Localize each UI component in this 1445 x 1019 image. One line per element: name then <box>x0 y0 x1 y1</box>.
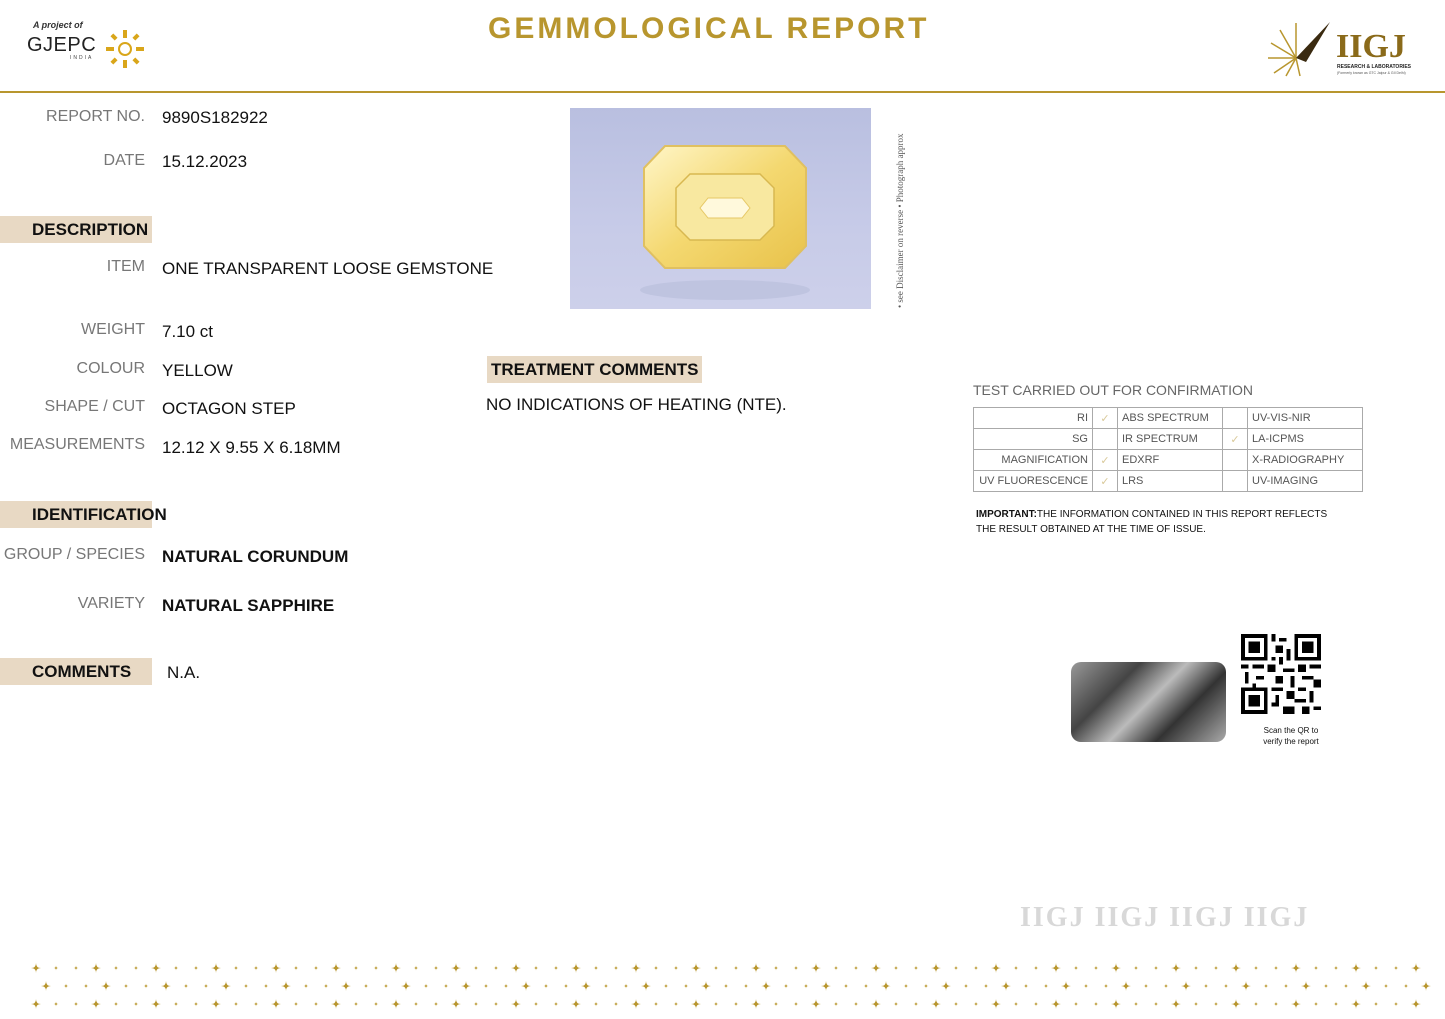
star-icon <box>474 966 479 971</box>
table-row <box>974 450 1363 471</box>
check-icon: ✓ <box>1093 450 1118 471</box>
star-icon <box>581 981 591 991</box>
qr-code-icon[interactable] <box>1241 634 1321 714</box>
star-icon <box>614 1002 619 1007</box>
star-icon <box>794 1002 799 1007</box>
test-name: EDXRF <box>1118 450 1223 471</box>
star-icon <box>254 966 259 971</box>
test-name: RI <box>974 408 1093 429</box>
star-icon <box>1024 984 1029 989</box>
star-icon <box>244 984 249 989</box>
star-icon <box>211 999 221 1009</box>
report-no-label: REPORT NO. <box>46 108 145 125</box>
iigj-watermark: IIGJ IIGJ IIGJ IIGJ <box>1020 902 1310 933</box>
star-icon <box>1044 984 1049 989</box>
star-icon <box>1231 963 1241 973</box>
star-icon <box>1241 981 1251 991</box>
table-row <box>974 408 1363 429</box>
test-name: SG <box>974 429 1093 450</box>
star-icon <box>211 963 221 973</box>
star-icon <box>414 966 419 971</box>
star-icon <box>964 984 969 989</box>
star-icon <box>1154 966 1159 971</box>
star-icon <box>1094 966 1099 971</box>
star-icon <box>734 966 739 971</box>
star-icon <box>324 984 329 989</box>
star-icon <box>1314 1002 1319 1007</box>
star-icon <box>794 966 799 971</box>
star-icon <box>1171 999 1181 1009</box>
star-icon <box>331 963 341 973</box>
star-icon <box>1181 981 1191 991</box>
star-icon <box>1204 984 1209 989</box>
star-icon <box>894 966 899 971</box>
star-icon <box>1214 1002 1219 1007</box>
star-icon <box>554 966 559 971</box>
star-icon <box>511 963 521 973</box>
star-icon <box>691 963 701 973</box>
photo-caption-text: • see Disclaimer on reverse • Photograph approx <box>895 133 905 308</box>
star-icon <box>281 981 291 991</box>
star-icon <box>1134 1002 1139 1007</box>
star-icon <box>534 966 539 971</box>
star-icon <box>974 966 979 971</box>
star-icon <box>101 981 111 991</box>
star-icon <box>401 981 411 991</box>
star-icon <box>1034 1002 1039 1007</box>
star-icon <box>384 984 389 989</box>
star-icon <box>804 984 809 989</box>
star-icon <box>194 966 199 971</box>
star-icon <box>114 966 119 971</box>
date-value: 15.12.2023 <box>162 152 248 171</box>
star-icon <box>774 966 779 971</box>
star-icon <box>914 1002 919 1007</box>
star-icon <box>1351 963 1361 973</box>
star-icon <box>354 1002 359 1007</box>
variety-value: NATURAL SAPPHIRE <box>162 596 335 615</box>
star-icon <box>1084 984 1089 989</box>
star-icon <box>1254 966 1259 971</box>
star-icon <box>974 1002 979 1007</box>
star-icon <box>924 984 929 989</box>
star-icon <box>1134 966 1139 971</box>
star-icon <box>1274 1002 1279 1007</box>
star-icon <box>374 966 379 971</box>
comments-value: N.A. <box>167 663 201 682</box>
star-icon <box>174 966 179 971</box>
weight-label: WEIGHT <box>81 321 145 338</box>
star-icon <box>641 981 651 991</box>
star-icon <box>151 963 161 973</box>
star-icon <box>221 981 231 991</box>
star-icon <box>1344 984 1349 989</box>
gemstone-photo <box>570 108 871 309</box>
check-icon <box>1223 471 1248 492</box>
star-icon <box>461 981 471 991</box>
star-icon <box>1194 1002 1199 1007</box>
star-icon <box>234 966 239 971</box>
tests-table <box>973 407 1363 492</box>
star-icon <box>1144 984 1149 989</box>
shape-value: OCTAGON STEP <box>162 399 296 418</box>
star-icon <box>1164 984 1169 989</box>
star-icon <box>294 1002 299 1007</box>
star-icon <box>774 1002 779 1007</box>
star-icon <box>714 966 719 971</box>
star-icon <box>1121 981 1131 991</box>
star-icon <box>451 999 461 1009</box>
gjepc-logo: GJEPC <box>27 34 97 56</box>
star-icon <box>654 1002 659 1007</box>
table-row <box>974 429 1363 450</box>
star-icon <box>854 1002 859 1007</box>
project-of-text: A project of <box>33 20 83 30</box>
iigj-subtitle: RESEARCH & LABORATORIES <box>1337 64 1411 70</box>
star-icon <box>534 1002 539 1007</box>
star-icon <box>664 984 669 989</box>
star-icon <box>354 966 359 971</box>
star-icon <box>204 984 209 989</box>
group-label: GROUP / SPECIES <box>3 546 145 563</box>
star-icon <box>314 966 319 971</box>
shape-label: SHAPE / CUT <box>44 398 145 415</box>
star-icon <box>751 999 761 1009</box>
date-label: DATE <box>103 152 145 169</box>
star-icon <box>1351 999 1361 1009</box>
star-icon <box>1231 999 1241 1009</box>
table-row <box>974 471 1363 492</box>
star-icon <box>834 966 839 971</box>
check-icon <box>1223 408 1248 429</box>
star-icon <box>954 966 959 971</box>
star-icon <box>1374 966 1379 971</box>
star-icon <box>871 999 881 1009</box>
star-icon <box>474 1002 479 1007</box>
star-icon <box>1274 966 1279 971</box>
comments-heading: COMMENTS <box>0 658 152 685</box>
star-icon <box>1014 1002 1019 1007</box>
star-icon <box>304 984 309 989</box>
star-icon <box>1061 981 1071 991</box>
star-icon <box>1194 966 1199 971</box>
star-icon <box>931 963 941 973</box>
test-name: UV-VIS-NIR <box>1248 408 1363 429</box>
star-icon <box>751 963 761 973</box>
variety-label: VARIETY <box>77 595 145 612</box>
star-icon <box>1411 963 1421 973</box>
star-icon <box>114 1002 119 1007</box>
star-icon <box>881 981 891 991</box>
star-icon <box>151 999 161 1009</box>
tests-title: TEST CARRIED OUT FOR CONFIRMATION <box>973 382 1254 398</box>
header-divider <box>0 91 1445 93</box>
star-icon <box>504 984 509 989</box>
star-icon <box>271 963 281 973</box>
iigj-logo: IIGJ <box>1336 28 1406 65</box>
star-icon <box>161 981 171 991</box>
star-icon <box>821 981 831 991</box>
star-icon <box>134 1002 139 1007</box>
star-icon <box>854 966 859 971</box>
iigj-starburst-icon <box>1266 18 1332 78</box>
star-icon <box>54 1002 59 1007</box>
test-name: ABS SPECTRUM <box>1118 408 1223 429</box>
star-icon <box>74 1002 79 1007</box>
star-icon <box>1284 984 1289 989</box>
star-icon <box>374 1002 379 1007</box>
star-icon <box>494 1002 499 1007</box>
star-icon <box>364 984 369 989</box>
group-value: NATURAL CORUNDUM <box>162 547 349 566</box>
colour-label: COLOUR <box>76 360 145 377</box>
star-icon <box>1324 984 1329 989</box>
report-title: GEMMOLOGICAL REPORT <box>488 12 930 45</box>
measurements-value: 12.12 X 9.55 X 6.18MM <box>162 438 341 457</box>
gemstone-image <box>570 108 871 309</box>
description-heading: DESCRIPTION <box>0 216 152 243</box>
star-icon <box>124 984 129 989</box>
star-icon <box>1264 984 1269 989</box>
star-icon <box>31 999 41 1009</box>
star-icon <box>734 1002 739 1007</box>
star-icon <box>434 1002 439 1007</box>
star-icon <box>1171 963 1181 973</box>
star-icon <box>1111 999 1121 1009</box>
star-icon <box>234 1002 239 1007</box>
star-icon <box>484 984 489 989</box>
weight-value: 7.10 ct <box>162 322 214 341</box>
star-icon <box>1074 966 1079 971</box>
star-icon <box>391 963 401 973</box>
star-icon <box>744 984 749 989</box>
star-icon <box>684 984 689 989</box>
star-icon <box>1074 1002 1079 1007</box>
star-icon <box>811 963 821 973</box>
star-icon <box>991 999 1001 1009</box>
star-icon <box>31 963 41 973</box>
check-icon: ✓ <box>1223 429 1248 450</box>
star-icon <box>174 1002 179 1007</box>
star-icon <box>84 984 89 989</box>
star-icon <box>1154 1002 1159 1007</box>
star-icon <box>1334 966 1339 971</box>
star-icon <box>144 984 149 989</box>
important-text: THE INFORMATION CONTAINED IN THIS REPORT REFLECTS THE RESULT OBTAINED AT THE TIME OF ISSUE. <box>976 509 1328 535</box>
star-icon <box>264 984 269 989</box>
check-icon: ✓ <box>1093 408 1118 429</box>
star-icon <box>91 999 101 1009</box>
star-icon <box>624 984 629 989</box>
star-icon <box>761 981 771 991</box>
star-icon <box>341 981 351 991</box>
test-name: UV FLUORESCENCE <box>974 471 1093 492</box>
photo-caption <box>890 112 910 308</box>
star-icon <box>271 999 281 1009</box>
star-icon <box>594 966 599 971</box>
star-icon <box>521 981 531 991</box>
star-icon <box>314 1002 319 1007</box>
star-icon <box>1374 1002 1379 1007</box>
star-icon <box>434 966 439 971</box>
star-icon <box>194 1002 199 1007</box>
decorative-star-border <box>30 960 1440 1014</box>
star-icon <box>511 999 521 1009</box>
star-icon <box>1104 984 1109 989</box>
important-label: IMPORTANT: <box>976 509 1037 520</box>
star-icon <box>871 963 881 973</box>
star-icon <box>1361 981 1371 991</box>
star-icon <box>64 984 69 989</box>
star-icon <box>1014 966 1019 971</box>
check-icon <box>1223 450 1248 471</box>
identification-heading: IDENTIFICATION <box>0 501 152 528</box>
star-icon <box>701 981 711 991</box>
test-name: IR SPECTRUM <box>1118 429 1223 450</box>
star-icon <box>444 984 449 989</box>
important-note <box>976 507 1336 537</box>
star-icon <box>691 999 701 1009</box>
star-icon <box>834 1002 839 1007</box>
star-icon <box>1001 981 1011 991</box>
star-icon <box>91 963 101 973</box>
star-icon <box>1334 1002 1339 1007</box>
star-icon <box>1411 999 1421 1009</box>
check-icon: ✓ <box>1093 471 1118 492</box>
test-name: LA-ICPMS <box>1248 429 1363 450</box>
star-icon <box>1214 966 1219 971</box>
star-icon <box>991 963 1001 973</box>
star-icon <box>1224 984 1229 989</box>
star-icon <box>1384 984 1389 989</box>
star-icon <box>184 984 189 989</box>
star-icon <box>654 966 659 971</box>
test-name: MAGNIFICATION <box>974 450 1093 471</box>
gjepc-sub: INDIA <box>70 55 94 61</box>
star-icon <box>1314 966 1319 971</box>
star-icon <box>844 984 849 989</box>
star-icon <box>571 963 581 973</box>
star-icon <box>1421 981 1431 991</box>
star-icon <box>571 999 581 1009</box>
qr-scan-text: Scan the QR to verify the report <box>1263 726 1319 746</box>
star-icon <box>74 966 79 971</box>
item-value: ONE TRANSPARENT LOOSE GEMSTONE <box>162 259 494 278</box>
star-icon <box>811 999 821 1009</box>
check-icon <box>1093 429 1118 450</box>
star-icon <box>674 1002 679 1007</box>
treatment-heading: TREATMENT COMMENTS <box>487 356 702 383</box>
test-name: X-RADIOGRAPHY <box>1248 450 1363 471</box>
star-icon <box>451 963 461 973</box>
star-icon <box>554 1002 559 1007</box>
star-icon <box>941 981 951 991</box>
star-icon <box>631 999 641 1009</box>
star-icon <box>631 963 641 973</box>
star-icon <box>984 984 989 989</box>
star-icon <box>564 984 569 989</box>
star-icon <box>54 966 59 971</box>
colour-value: YELLOW <box>162 361 233 380</box>
star-icon <box>1301 981 1311 991</box>
star-icon <box>134 966 139 971</box>
star-icon <box>331 999 341 1009</box>
star-icon <box>1394 1002 1399 1007</box>
star-icon <box>784 984 789 989</box>
iigj-subtitle-2: (Formerly known as GTC Jaipur & GII Delhi) <box>1337 71 1406 75</box>
test-name: LRS <box>1118 471 1223 492</box>
gjepc-sun-icon <box>104 28 146 70</box>
star-icon <box>614 966 619 971</box>
test-name: UV-IMAGING <box>1248 471 1363 492</box>
star-icon <box>674 966 679 971</box>
star-icon <box>1034 966 1039 971</box>
star-icon <box>594 1002 599 1007</box>
star-icon <box>544 984 549 989</box>
star-icon <box>1254 1002 1259 1007</box>
star-icon <box>494 966 499 971</box>
star-icon <box>1111 963 1121 973</box>
star-icon <box>414 1002 419 1007</box>
hologram-seal <box>1071 662 1226 742</box>
star-icon <box>1291 963 1301 973</box>
item-label: ITEM <box>106 258 145 275</box>
star-icon <box>424 984 429 989</box>
star-icon <box>904 984 909 989</box>
star-icon <box>294 966 299 971</box>
star-icon <box>1404 984 1409 989</box>
star-icon <box>1291 999 1301 1009</box>
star-icon <box>714 1002 719 1007</box>
star-icon <box>864 984 869 989</box>
star-icon <box>254 1002 259 1007</box>
star-icon <box>1051 963 1061 973</box>
star-icon <box>391 999 401 1009</box>
report-no-value: 9890S182922 <box>162 108 268 127</box>
star-icon <box>604 984 609 989</box>
star-icon <box>954 1002 959 1007</box>
star-icon <box>1094 1002 1099 1007</box>
star-icon <box>931 999 941 1009</box>
star-icon <box>1394 966 1399 971</box>
star-icon <box>1051 999 1061 1009</box>
star-icon <box>41 981 51 991</box>
star-icon <box>914 966 919 971</box>
treatment-value: NO INDICATIONS OF HEATING (NTE). <box>486 395 787 414</box>
measurements-label: MEASUREMENTS <box>9 436 145 453</box>
star-icon <box>894 1002 899 1007</box>
star-icon <box>724 984 729 989</box>
